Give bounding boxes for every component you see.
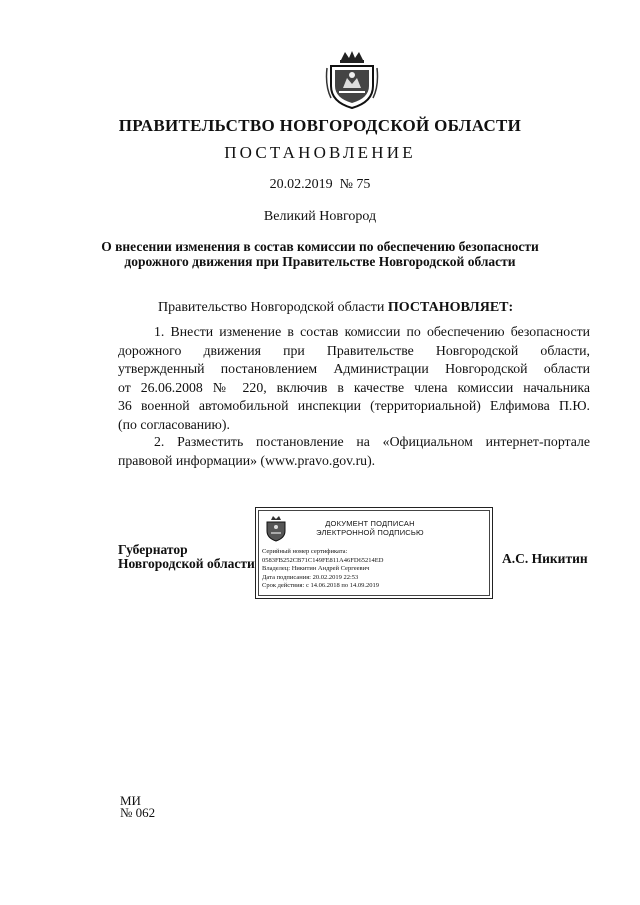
government-title: ПРАВИТЕЛЬСТВО НОВГОРОДСКОЙ ОБЛАСТИ [118, 116, 522, 135]
coat-of-arms-emblem [325, 50, 379, 110]
intro-sentence [158, 300, 513, 316]
city-name: Великий Новгород [263, 209, 377, 224]
paragraph-1 [118, 323, 590, 434]
number-sign: № [339, 177, 353, 192]
stamp-inner-frame [258, 510, 490, 596]
footer-code-line-1: МИ [120, 793, 141, 808]
paragraph-1-line: 1. Внести изменение в состав комиссии по обеспечению безопасности [154, 324, 590, 339]
subject-line-1: О внесении изменения в состав комиссии по обеспечению безопасности [101, 239, 539, 254]
position-line-2: Новгородской области [118, 556, 255, 571]
stamp-title-line-1: ДОКУМЕНТ ПОДПИСАН [325, 519, 415, 528]
signatory-name: А.С. Никитин [502, 551, 588, 566]
footer-code-line-2: № 062 [120, 805, 156, 820]
date-number-line [0, 177, 640, 193]
paragraph-1-line: 36 военной автомобильной инспекции (территориальной) Елфимова П.Ю. [118, 398, 590, 413]
certificate-serial: 0583FB252CB71C149FE811A46FD65214ED [262, 556, 384, 564]
document-date: 20.02.2019 [269, 177, 333, 192]
footer-code [120, 795, 155, 819]
paragraph-1-line: от 26.06.2008 № 220, включив в качестве члена комиссии начальника [118, 379, 590, 395]
paragraph-1-line: (по согласованию). [118, 416, 230, 432]
paragraph-1-line: утвержденный постановлением Администрации Новгородской области [118, 361, 590, 376]
certificate-label: Серийный номер сертификата: [262, 548, 348, 555]
paragraph-2-line: правовой информации» (www.pravo.gov.ru). [118, 452, 376, 468]
document-number: 75 [356, 177, 371, 192]
document-subject [0, 239, 640, 269]
electronic-signature-stamp [255, 507, 493, 599]
paragraph-2 [118, 433, 590, 470]
paragraph-2-line: 2. Разместить постановление на «Официальном интернет-портале [154, 434, 590, 449]
stamp-title [295, 519, 445, 537]
certificate-validity: Срок действия: с 14.06.2018 по 14.09.2019 [262, 582, 379, 590]
stamp-title-line-2: ЭЛЕКТРОННОЙ ПОДПИСЬЮ [316, 528, 424, 537]
document-type-title: ПОСТАНОВЛЕНИЕ [224, 143, 416, 162]
position-line-1: Губернатор [118, 542, 188, 557]
signing-date: Дата подписания: 20.02.2019 22:53 [262, 573, 359, 581]
intro-resolves: ПОСТАНОВЛЯЕТ: [387, 300, 514, 315]
paragraph-1-line: дорожного движения при Правительстве Новгородской области, [118, 342, 590, 358]
certificate-owner: Владелец: Никитин Андрей Сергеевич [262, 565, 370, 573]
signatory-position [118, 543, 255, 571]
intro-text: Правительство Новгородской области [158, 300, 385, 315]
stamp-details [262, 548, 383, 591]
subject-line-2: дорожного движения при Правительстве Новгородской области [124, 254, 516, 269]
stamp-emblem-icon [265, 516, 287, 542]
